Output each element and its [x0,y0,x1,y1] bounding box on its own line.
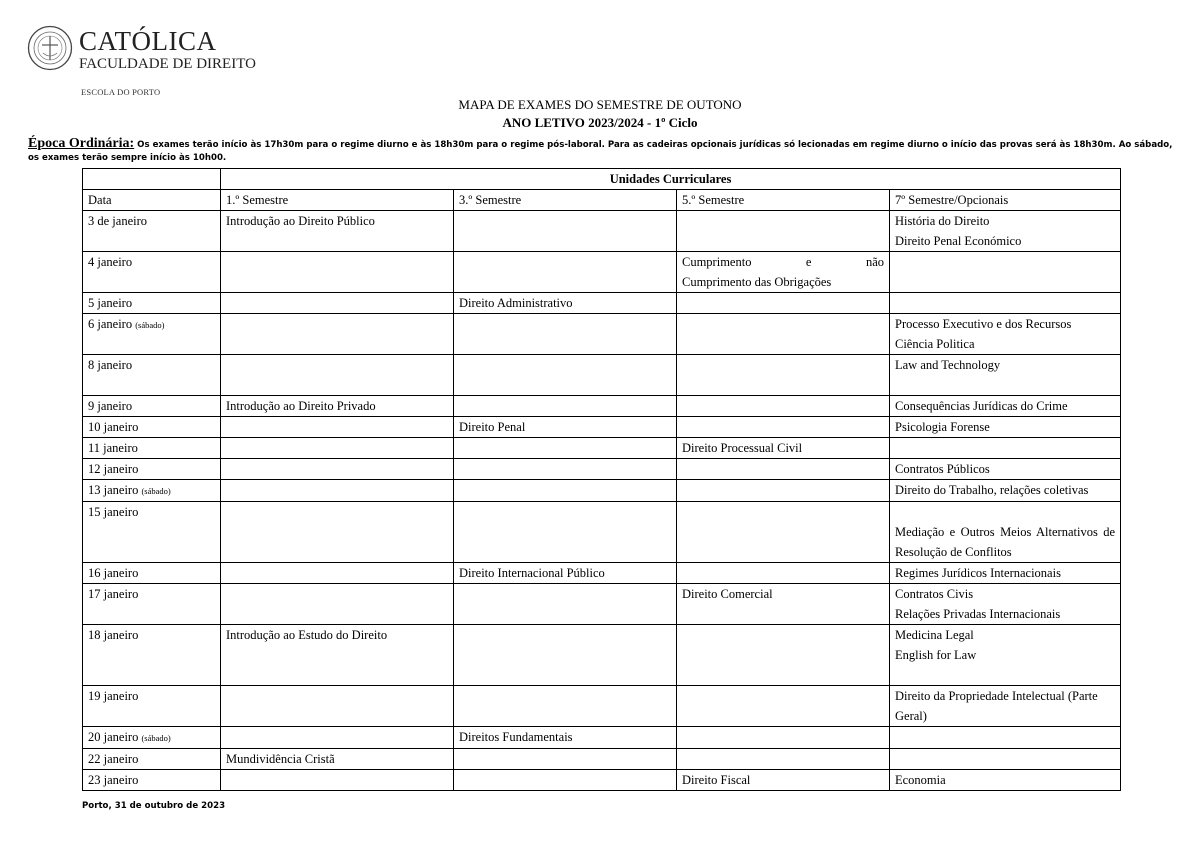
semester-5-cell [677,459,890,480]
footer-date: Porto, 31 de outubro de 2023 [82,801,226,811]
semester-1-cell: Introdução ao Direito Privado [221,396,454,417]
table-row [83,211,1121,252]
semester-5-cell [677,563,890,584]
date-cell: 12 janeiro [83,459,221,480]
semester-1-cell [221,502,454,563]
date-cell: 3 de janeiro [83,211,221,252]
date-cell: 17 janeiro [83,584,221,625]
semester-1-cell [221,438,454,459]
semester-7-cell: Medicina Legal English for Law [890,625,1121,686]
semester-5-cell [677,749,890,770]
semester-7-cell: Mediação e Outros Meios Alternativos de Resolução de Conflitos [890,502,1121,563]
table-header-row [83,190,1121,211]
semester-7-cell: Processo Executivo e dos Recursos Ciência Politica [890,314,1121,355]
semester-5-cell [677,502,890,563]
semester-5-cell [677,314,890,355]
semester-5-cell [677,396,890,417]
date-cell: 5 janeiro [83,293,221,314]
semester-3-cell [454,459,677,480]
exam-schedule-table [82,168,1121,791]
semester-5-cell [677,293,890,314]
table-row [83,563,1121,584]
semester-7-cell [890,293,1121,314]
date-cell: 11 janeiro [83,438,221,459]
semester-3-cell [454,314,677,355]
semester-1-cell [221,252,454,293]
table-group-header-row [83,169,1121,190]
semester-7-cell: História do Direito Direito Penal Económico [890,211,1121,252]
semester-7-cell: Direito do Trabalho, relações coletivas [890,480,1121,502]
semester-3-cell [454,749,677,770]
semester-7-cell [890,438,1121,459]
date-cell: 22 janeiro [83,749,221,770]
table-row [83,502,1121,563]
semester-1-cell [221,417,454,438]
date-cell: 8 janeiro [83,355,221,396]
semester-3-cell: Direito Penal [454,417,677,438]
logo-faculty: FACULDADE DE DIREITO [79,56,256,72]
semester-3-cell: Direito Internacional Público [454,563,677,584]
table-row [83,438,1121,459]
semester-7-cell [890,252,1121,293]
table-row [83,625,1121,686]
saturday-note: (sábado) [141,733,171,743]
semester-5-cell: Cumprimento e não Cumprimento das Obrigações [677,252,890,293]
exam-notice [28,138,1180,164]
semester-3-cell [454,438,677,459]
table-row [83,355,1121,396]
table-row [83,252,1121,293]
table-row [83,417,1121,438]
semester-1-cell [221,770,454,791]
table-row [83,727,1121,749]
date-cell: 16 janeiro [83,563,221,584]
semester-7-cell: Contratos Civis Relações Privadas Internacionais [890,584,1121,625]
column-header-semester-1: 1.º Semestre [221,190,454,211]
semester-3-cell [454,355,677,396]
semester-3-cell [454,584,677,625]
semester-1-cell [221,686,454,727]
semester-1-cell: Introdução ao Estudo do Direito [221,625,454,686]
table-row [83,770,1121,791]
semester-3-cell [454,770,677,791]
semester-7-cell: Regimes Jurídicos Internacionais [890,563,1121,584]
university-logo [27,25,256,73]
semester-3-cell [454,480,677,502]
semester-3-cell [454,686,677,727]
date-cell: 10 janeiro [83,417,221,438]
column-header-semester-7: 7º Semestre/Opcionais [890,190,1121,211]
saturday-note: (sábado) [135,320,165,330]
date-cell: 18 janeiro [83,625,221,686]
logo-school: ESCOLA DO PORTO [81,87,161,97]
semester-3-cell [454,211,677,252]
semester-5-cell [677,211,890,252]
notice-label: Época Ordinária: [28,136,135,151]
date-cell: 15 janeiro [83,502,221,563]
semester-5-cell [677,727,890,749]
semester-7-cell: Direito da Propriedade Intelectual (Parte Geral) [890,686,1121,727]
date-cell: 6 janeiro (sábado) [83,314,221,355]
semester-7-cell [890,749,1121,770]
table-row [83,293,1121,314]
semester-1-cell: Mundividência Cristã [221,749,454,770]
semester-5-cell [677,355,890,396]
table-row [83,314,1121,355]
semester-3-cell: Direitos Fundamentais [454,727,677,749]
semester-1-cell [221,314,454,355]
semester-5-cell [677,480,890,502]
document-subtitle: ANO LETIVO 2023/2024 - 1º Ciclo [502,115,698,130]
table-row [83,584,1121,625]
semester-7-cell [890,727,1121,749]
semester-1-cell [221,459,454,480]
table-corner-cell [83,169,221,190]
semester-5-cell [677,625,890,686]
saturday-note: (sábado) [141,486,171,496]
document-title: MAPA DE EXAMES DO SEMESTRE DE OUTONO [458,97,742,112]
semester-5-cell: Direito Processual Civil [677,438,890,459]
semester-1-cell [221,480,454,502]
date-cell: 4 janeiro [83,252,221,293]
semester-1-cell [221,563,454,584]
semester-3-cell [454,252,677,293]
date-cell: 23 janeiro [83,770,221,791]
semester-7-cell: Contratos Públicos [890,459,1121,480]
semester-1-cell: Introdução ao Direito Público [221,211,454,252]
date-cell: 20 janeiro (sábado) [83,727,221,749]
notice-text: Os exames terão início às 17h30m para o regime diurno e às 18h30m para o regime pós-laboral. Para as cadeiras opcionais jurídicas só lecionadas em regime diurno o início das provas será às 18h30m. Ao sábado, os exames terão sempre início às 10h00. [28,140,1173,163]
table-row [83,686,1121,727]
semester-7-cell: Law and Technology [890,355,1121,396]
semester-3-cell [454,396,677,417]
semester-3-cell: Direito Administrativo [454,293,677,314]
semester-5-cell: Direito Comercial [677,584,890,625]
column-header-semester-3: 3.º Semestre [454,190,677,211]
semester-5-cell [677,686,890,727]
semester-3-cell [454,502,677,563]
table-row [83,480,1121,502]
university-seal-icon [27,25,73,71]
table-row [83,396,1121,417]
semester-5-cell: Direito Fiscal [677,770,890,791]
semester-3-cell [454,625,677,686]
semester-7-cell: Consequências Jurídicas do Crime [890,396,1121,417]
column-header-date: Data [83,190,221,211]
table-row [83,749,1121,770]
table-row [83,459,1121,480]
column-header-semester-5: 5.º Semestre [677,190,890,211]
semester-7-cell: Economia [890,770,1121,791]
semester-5-cell [677,417,890,438]
date-cell: 19 janeiro [83,686,221,727]
group-header: Unidades Curriculares [221,169,1121,190]
date-cell: 13 janeiro (sábado) [83,480,221,502]
logo-wordmark: CATÓLICA [79,26,217,56]
semester-1-cell [221,727,454,749]
semester-7-cell: Psicologia Forense [890,417,1121,438]
semester-1-cell [221,584,454,625]
semester-1-cell [221,355,454,396]
date-cell: 9 janeiro [83,396,221,417]
semester-1-cell [221,293,454,314]
